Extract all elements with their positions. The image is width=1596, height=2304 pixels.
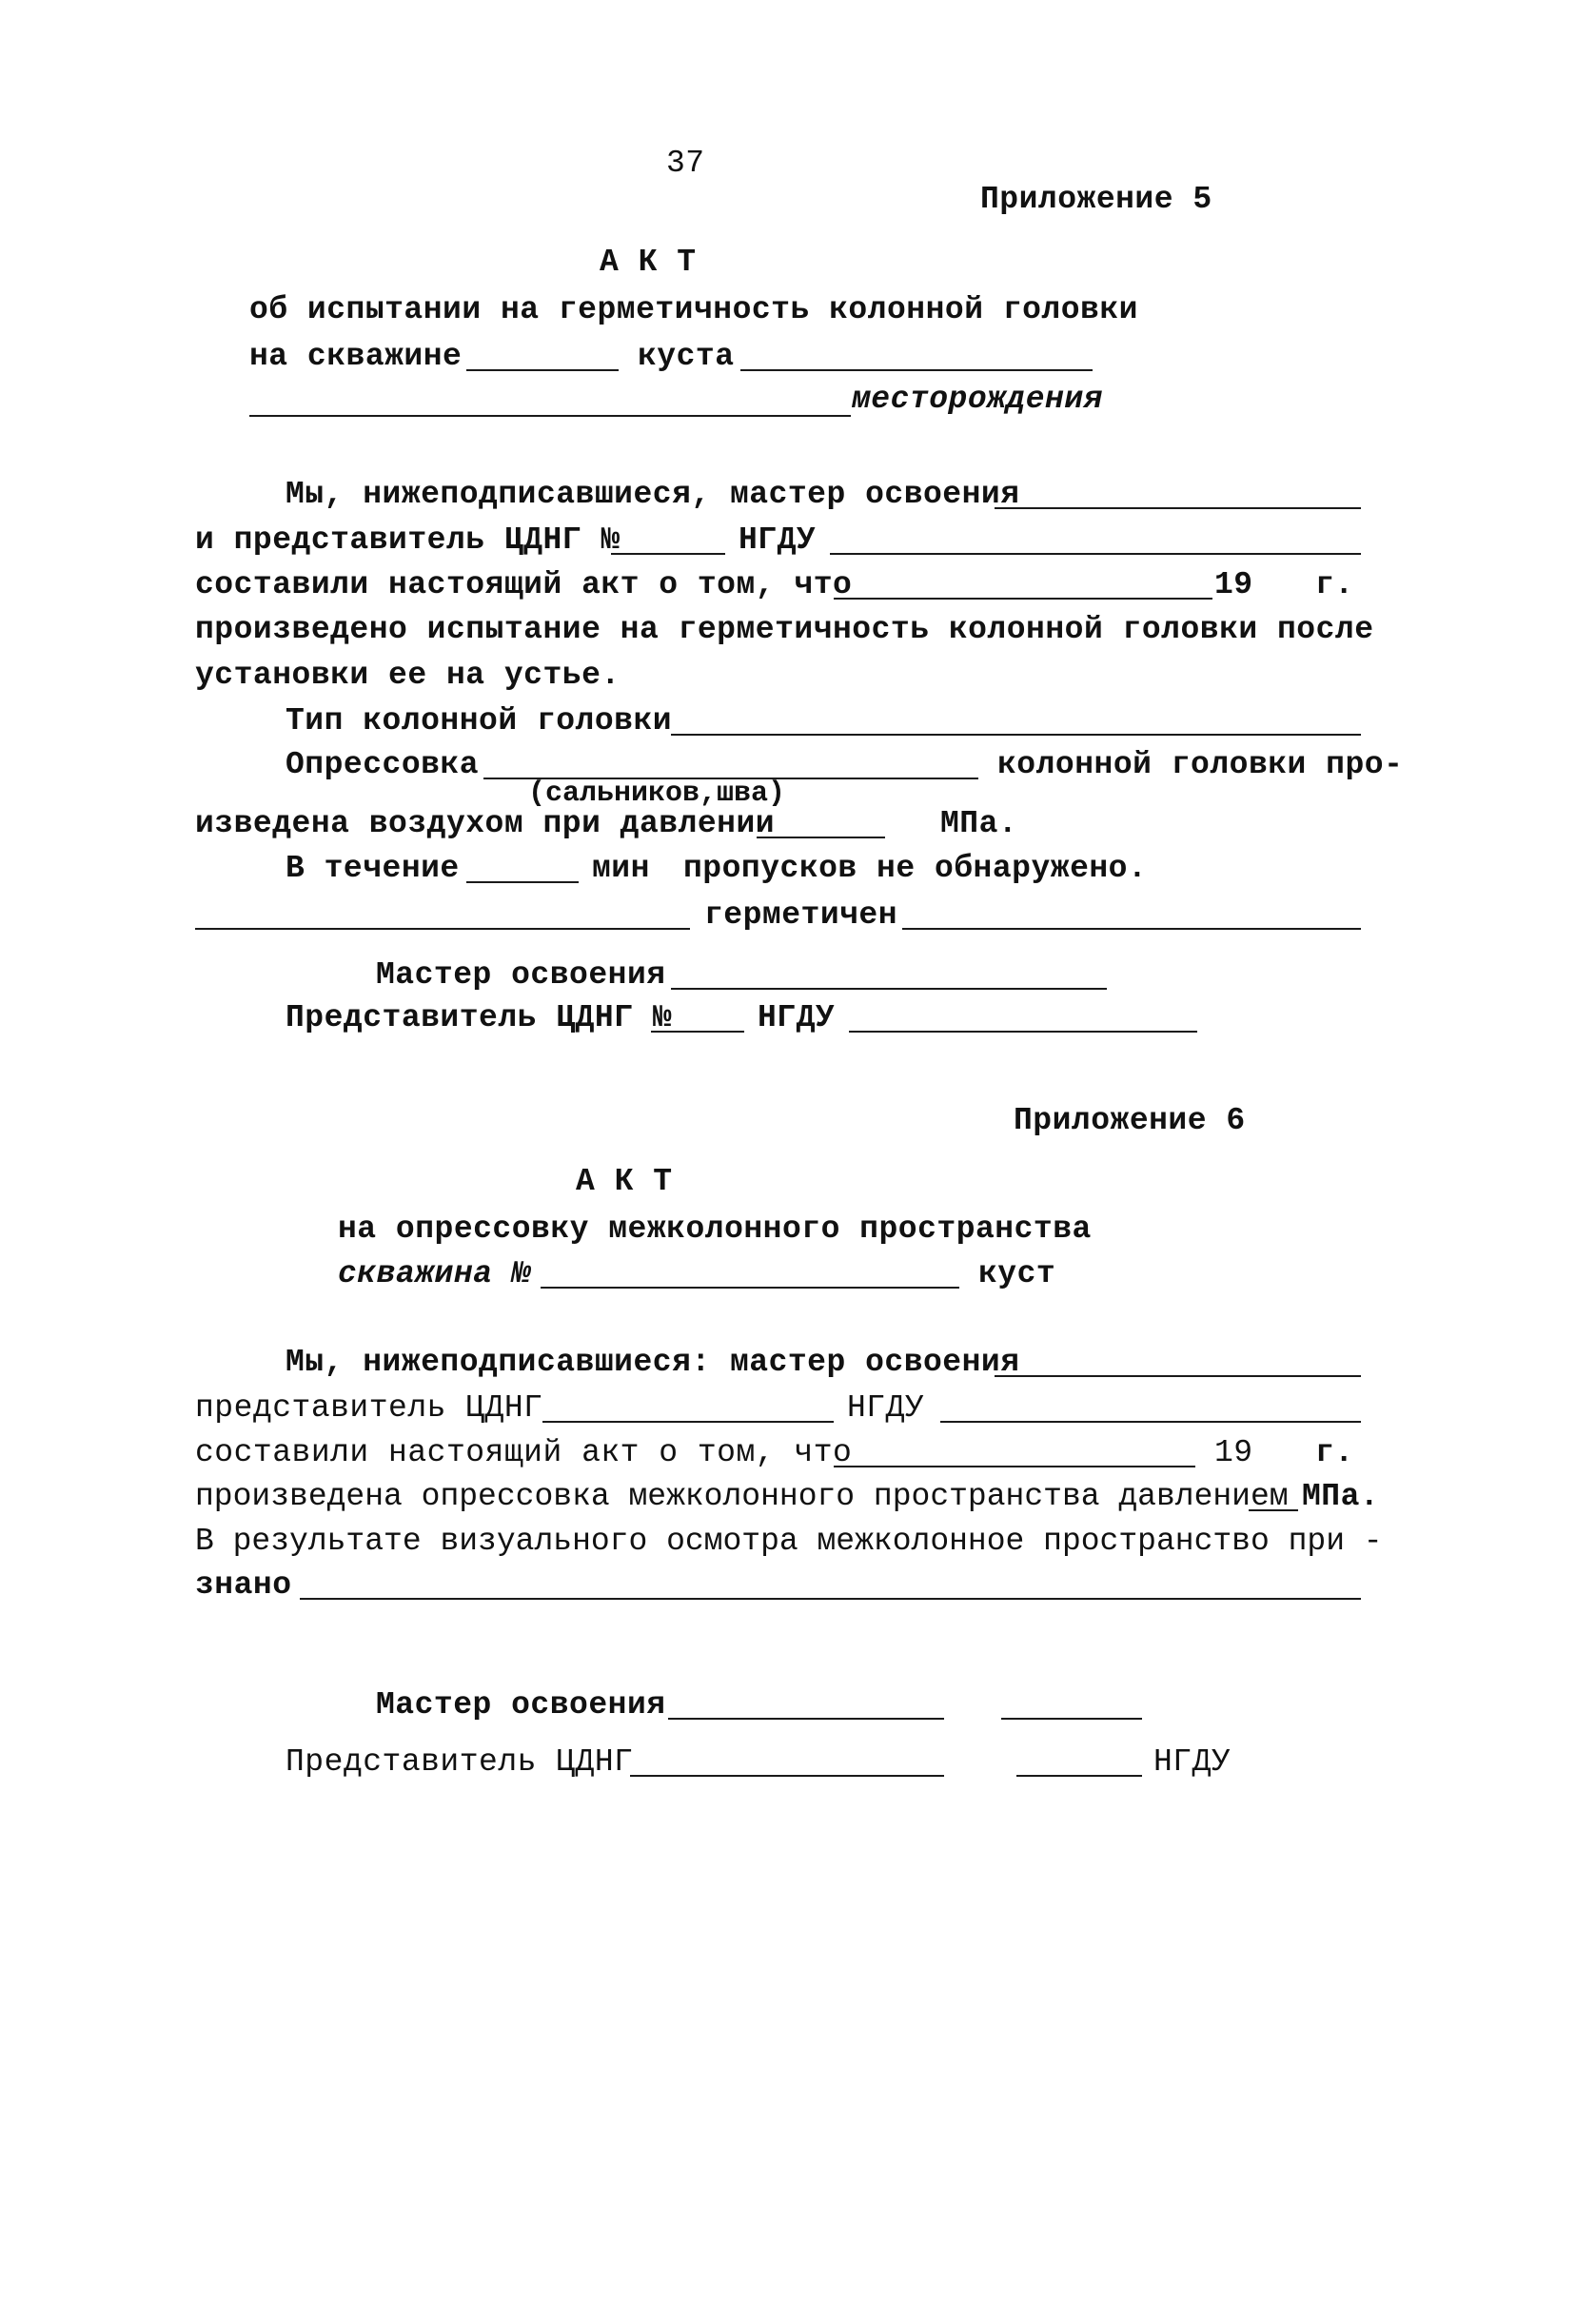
appendix6-title: А К Т	[576, 1164, 673, 1199]
appendix5-air-unit: МПа.	[940, 806, 1018, 841]
appendix5-minutes-unit: мин	[592, 851, 650, 886]
appendix5-subtitle: об испытании на герметичность колонной головки	[249, 292, 1138, 327]
appendix5-pad-label: куста	[638, 339, 735, 374]
appendix6-label: Приложение 6	[1014, 1103, 1246, 1138]
appendix5-hermetic-label: герметичен	[704, 897, 898, 933]
appendix6-sign-master-blank	[668, 1718, 944, 1720]
page-number: 37	[666, 146, 705, 181]
appendix5-year: 19	[1214, 567, 1253, 602]
appendix5-type-label: Тип колонной головки	[286, 703, 673, 738]
appendix5-rep-line: и представитель ЦДНГ №	[195, 522, 621, 558]
appendix6-sign-ngdu-label: НГДУ	[1153, 1744, 1231, 1780]
appendix5-air-pressure-blank	[757, 837, 885, 838]
appendix6-master-blank	[995, 1375, 1361, 1377]
appendix5-during-label: В течение	[286, 851, 460, 886]
appendix5-sign-rep-label: Представитель ЦДНГ №	[286, 1000, 673, 1035]
appendix5-compiled-line: составили настоящий акт о том, что	[195, 567, 853, 602]
appendix5-well-label: на скважине	[249, 339, 463, 374]
appendix5-label: Приложение 5	[980, 182, 1212, 217]
appendix6-sign-rep-label: Представитель ЦДНГ	[286, 1744, 634, 1780]
appendix6-sign-master-label: Мастер освоения	[376, 1687, 666, 1723]
appendix5-pressure-caption: (сальников,шва)	[528, 778, 786, 810]
appendix5-well-blank	[466, 369, 619, 371]
appendix6-ngdu-label: НГДУ	[847, 1390, 925, 1426]
appendix5-year-suffix: г.	[1315, 567, 1354, 602]
appendix5-sign-rep-number-blank	[651, 1031, 744, 1033]
appendix5-pressure-test-tail: колонной головки про-	[997, 747, 1404, 782]
appendix6-subtitle: на опрессовку межколонного пространства	[338, 1211, 1092, 1247]
appendix6-sign-rep-blank	[630, 1775, 944, 1777]
appendix5-sign-master-label: Мастер освоения	[376, 957, 666, 993]
appendix5-ngdu-label: НГДУ	[739, 522, 817, 558]
appendix5-sign-ngdu-blank	[849, 1031, 1197, 1033]
appendix5-pressure-test-label: Опрессовка	[286, 747, 480, 782]
appendix5-type-blank	[671, 734, 1361, 736]
appendix6-rep-blank	[542, 1421, 834, 1423]
appendix5-field-label: месторождения	[852, 382, 1103, 417]
appendix5-pad-blank	[740, 369, 1093, 371]
appendix5-masters-line: Мы, нижеподписавшиеся, мастер освоения	[286, 477, 1020, 512]
appendix6-recognized-label: знано	[195, 1567, 292, 1603]
appendix5-field-blank	[249, 415, 851, 417]
appendix6-sign-master-signature-blank	[1001, 1718, 1142, 1720]
appendix5-master-blank	[995, 507, 1361, 509]
appendix6-recognized-blank	[300, 1598, 1361, 1600]
appendix6-sign-rep-signature-blank	[1016, 1775, 1142, 1777]
appendix5-date-blank	[834, 598, 1212, 600]
appendix5-sign-master-blank	[671, 988, 1107, 990]
appendix6-year-suffix: г.	[1315, 1435, 1354, 1470]
appendix6-rep-line: представитель ЦДНГ	[195, 1390, 543, 1426]
appendix6-pad-label: куст	[978, 1256, 1056, 1291]
appendix6-masters-line: Мы, нижеподписавшиеся: мастер освоения	[286, 1345, 1020, 1380]
appendix6-year: 19	[1214, 1435, 1253, 1470]
appendix6-compiled-line: составили настоящий акт о том, что	[195, 1435, 853, 1470]
appendix6-pressure-unit: МПа.	[1302, 1479, 1380, 1514]
appendix6-pressure-blank	[1249, 1509, 1298, 1511]
appendix5-install-line: установки ее на устье.	[195, 658, 621, 693]
appendix5-ngdu-blank	[830, 553, 1361, 555]
appendix5-hermetic-after-blank	[902, 928, 1361, 930]
appendix6-well-label: скважина №	[338, 1256, 532, 1291]
appendix6-well-blank	[541, 1287, 959, 1289]
appendix5-during-tail: пропусков не обнаружено.	[683, 851, 1148, 886]
appendix5-hermetic-before-blank	[195, 928, 690, 930]
appendix6-test-line: произведена опрессовка межколонного пространства давлением	[195, 1479, 1289, 1514]
appendix6-date-blank	[834, 1466, 1195, 1467]
appendix5-rep-number-blank	[611, 553, 725, 555]
appendix5-title: А К Т	[600, 245, 697, 280]
appendix6-ngdu-blank	[940, 1421, 1361, 1423]
appendix5-air-line: изведена воздухом при давлении	[195, 806, 776, 841]
appendix6-result-line: В результате визуального осмотра межколонное пространство при -	[195, 1524, 1383, 1559]
appendix5-test-line: произведено испытание на герметичность колонной головки после	[195, 612, 1374, 647]
appendix5-minutes-blank	[466, 881, 579, 883]
appendix5-sign-ngdu-label: НГДУ	[758, 1000, 836, 1035]
